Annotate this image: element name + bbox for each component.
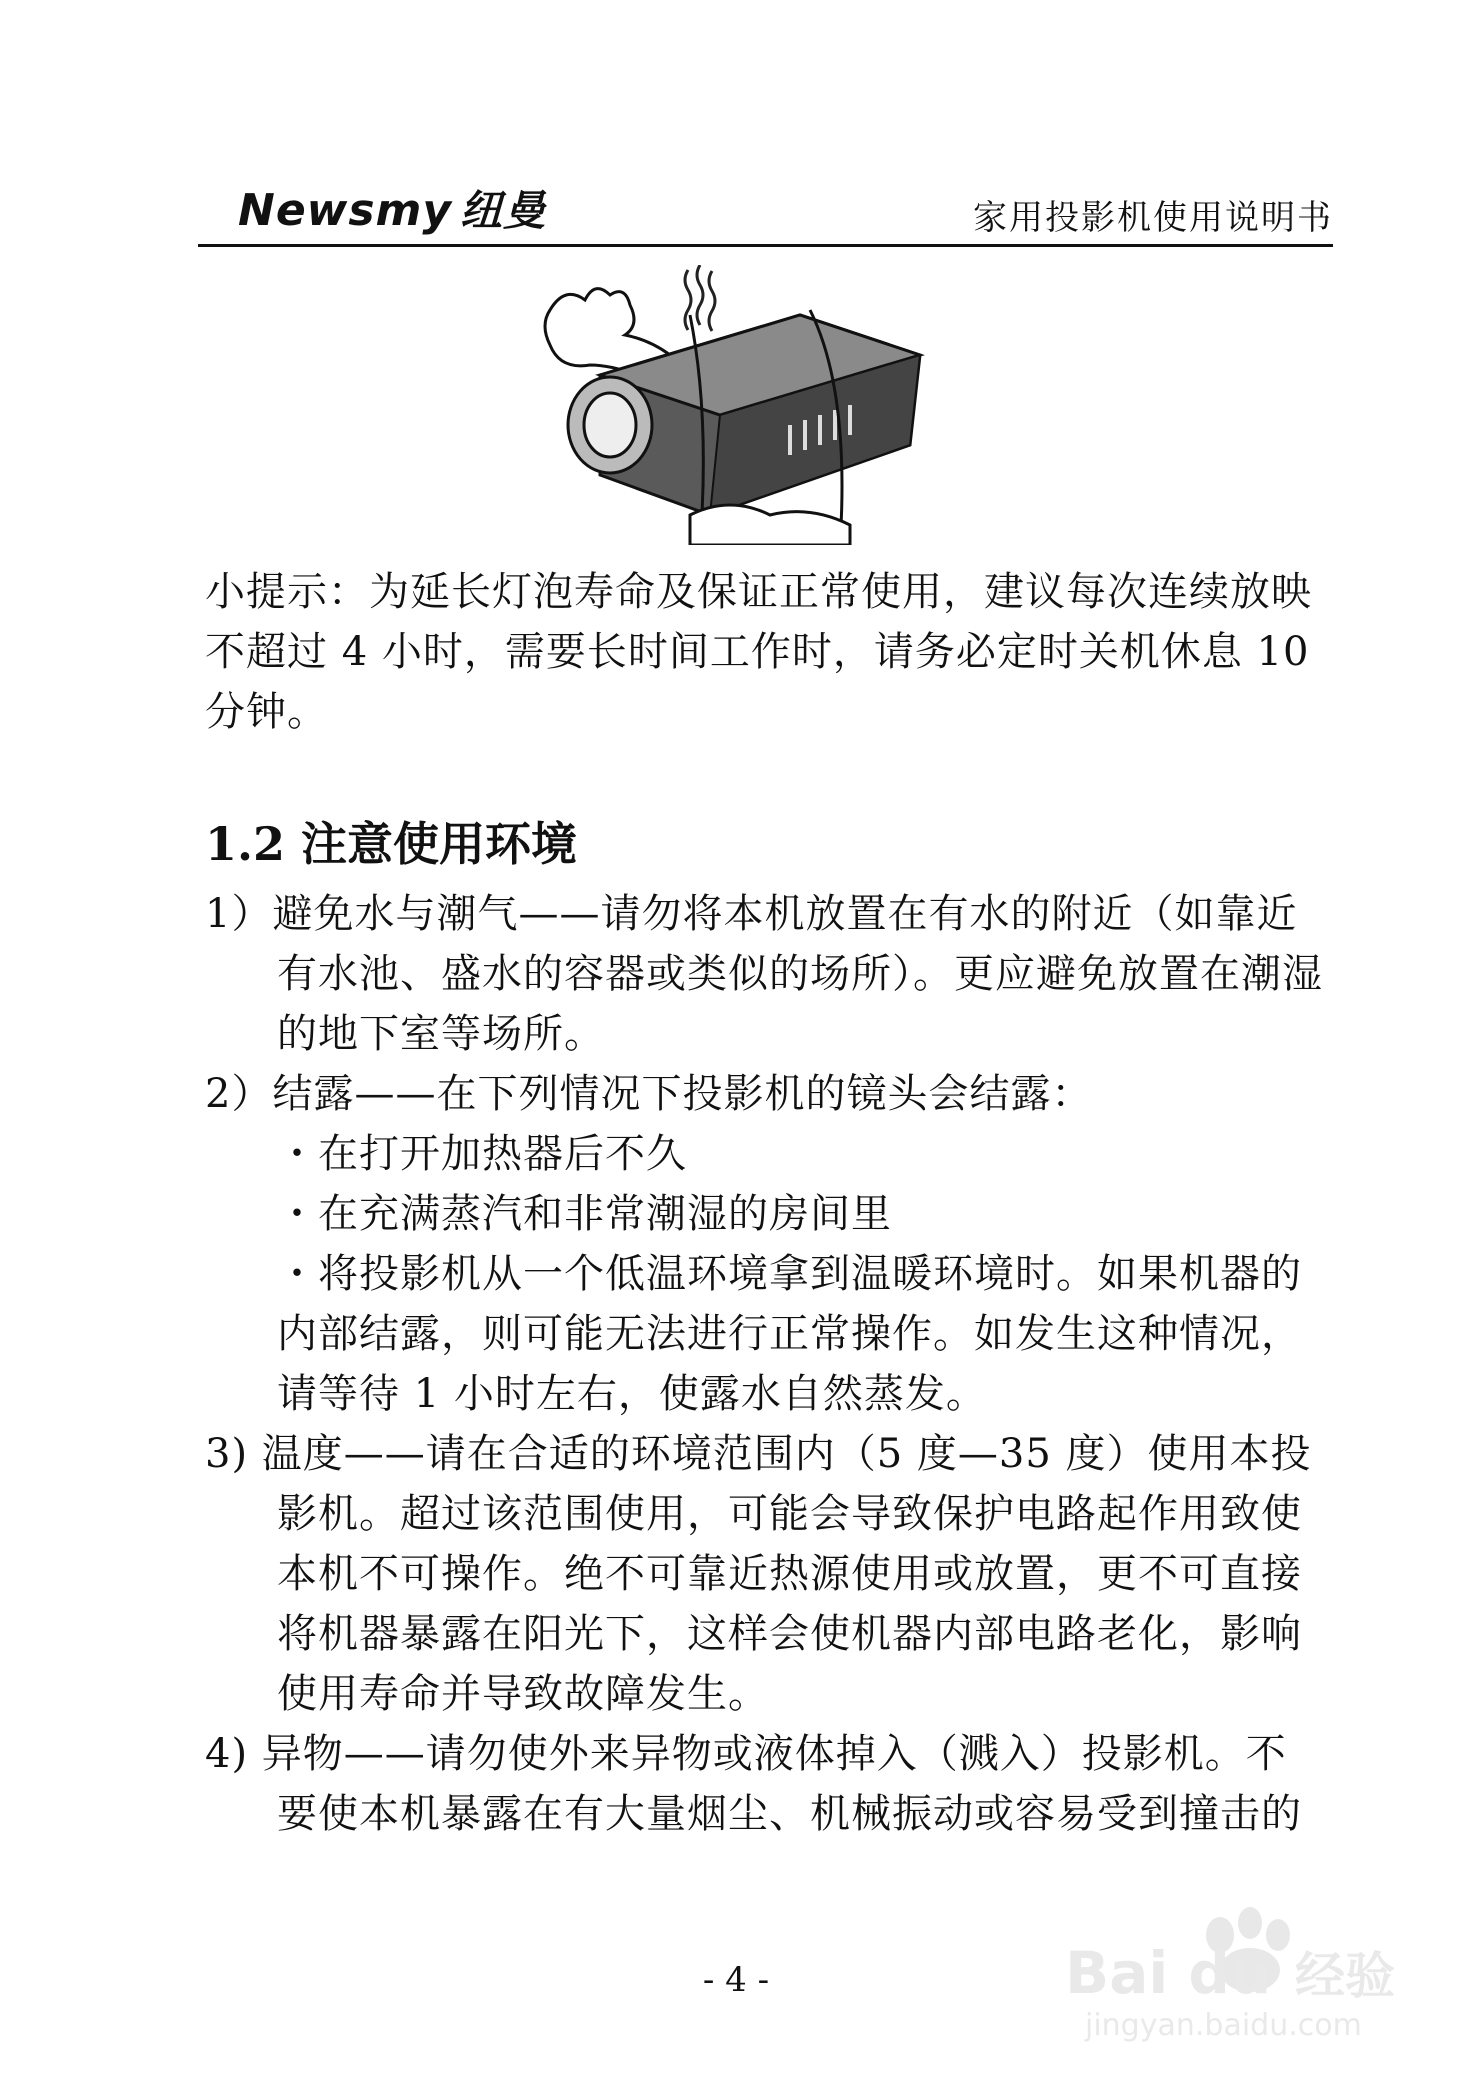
logo-text: Newsmy xyxy=(238,185,453,236)
baidu-watermark xyxy=(1045,1895,1405,2045)
list-item-text: 2）结露——在下列情况下投影机的镜头会结露： xyxy=(205,1071,1093,1117)
page-number: - 4 - xyxy=(702,1960,770,2000)
projector-illustration xyxy=(540,265,930,545)
list-item-text: 影机。超过该范围使用，可能会导致保护电路起作用致使 xyxy=(277,1491,1302,1537)
bullet-item-1 xyxy=(277,1124,1335,1184)
list-item-4 xyxy=(205,1724,1335,1844)
list-item-3 xyxy=(205,1424,1335,1724)
watermark-brand: Bai du xyxy=(1065,1939,1272,2007)
newsmy-logo xyxy=(238,178,546,238)
list-item-text: 要使本机暴露在有大量烟尘、机械振动或容易受到撞击的 xyxy=(277,1791,1302,1837)
list-item-text: 将机器暴露在阳光下，这样会使机器内部电路老化，影响 xyxy=(277,1611,1302,1657)
list-item-text: 4) 异物——请勿使外来异物或液体掉入（溅入）投影机。不 xyxy=(205,1731,1287,1777)
logo-cn: 纽曼 xyxy=(460,186,547,235)
bullet-item-3 xyxy=(277,1244,1335,1424)
bullet-text: ・将投影机从一个低温环境拿到温暖环境时。如果机器的 xyxy=(277,1251,1302,1297)
bullet-item-2 xyxy=(277,1184,1335,1244)
tip-line: 小提示：为延长灯泡寿命及保证正常使用，建议每次连续放映 xyxy=(205,569,1312,615)
document-title: 家用投影机使用说明书 xyxy=(973,198,1333,238)
watermark-url: jingyan.baidu.com xyxy=(1085,2008,1362,2043)
bullet-text: 内部结露，则可能无法进行正常操作。如发生这种情况， xyxy=(277,1311,1302,1357)
tip-line: 不超过 4 小时，需要长时间工作时，请务必定时关机休息 10 xyxy=(205,629,1310,675)
list-item-text: 1）避免水与潮气——请勿将本机放置在有水的附近（如靠近 xyxy=(205,891,1298,937)
list-item-text: 的地下室等场所。 xyxy=(277,1011,605,1057)
page-header xyxy=(198,170,1333,247)
bullet-text: ・在充满蒸汽和非常潮湿的房间里 xyxy=(277,1191,892,1237)
list-item-2 xyxy=(205,1064,1335,1124)
bullet-text: ・在打开加热器后不久 xyxy=(277,1131,687,1177)
list-item-text: 有水池、盛水的容器或类似的场所）。更应避免放置在潮湿 xyxy=(277,951,1323,997)
section-title: 1.2 注意使用环境 xyxy=(205,817,578,871)
tip-line: 分钟。 xyxy=(205,689,328,735)
list-item-text: 使用寿命并导致故障发生。 xyxy=(277,1671,769,1717)
list-item-text: 本机不可操作。绝不可靠近热源使用或放置，更不可直接 xyxy=(277,1551,1302,1597)
bullet-text: 请等待 1 小时左右，使露水自然蒸发。 xyxy=(277,1371,987,1417)
list-item-text: 3) 温度——请在合适的环境范围内（5 度—35 度）使用本投 xyxy=(205,1431,1312,1477)
tip-paragraph xyxy=(205,562,1335,742)
list-item-1 xyxy=(205,884,1335,1064)
watermark-cn: 经验 xyxy=(1295,1947,1395,2005)
